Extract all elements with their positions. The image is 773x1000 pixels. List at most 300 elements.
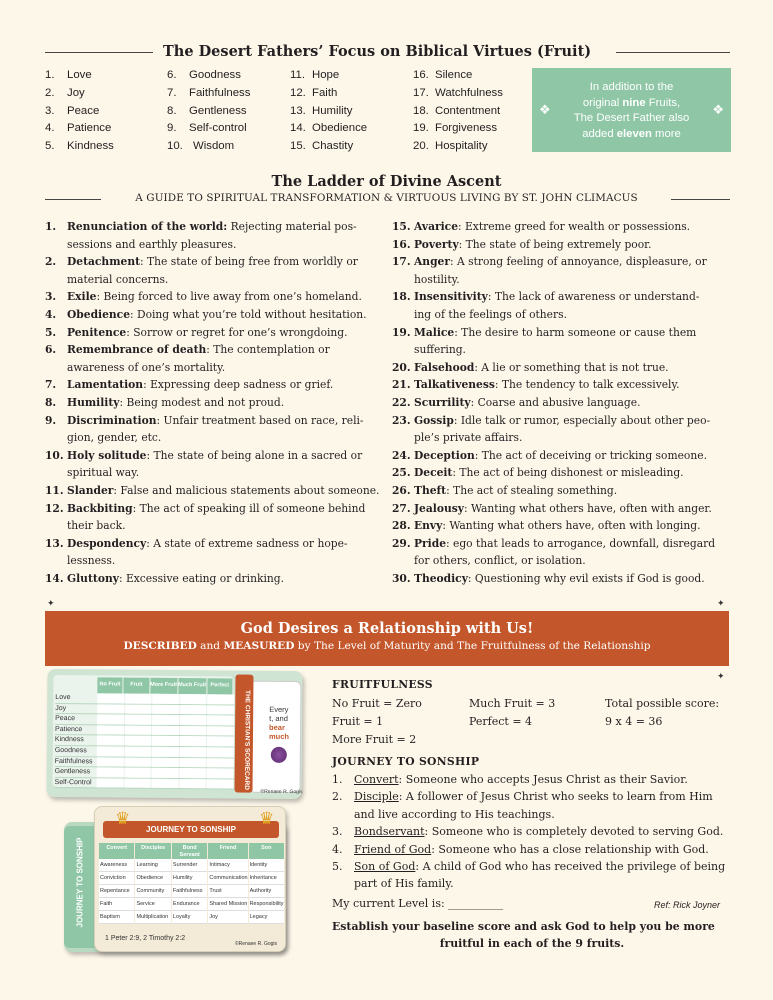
ornament-icon: ✦ [717,598,725,608]
ladder-item [392,517,732,535]
total-score-label: Total possible score: [605,697,720,710]
scorecard-cell [179,758,206,768]
ladder-item-text: lessness. [67,554,116,568]
scorecard-row [55,778,235,790]
crown-icon: ♛ [259,809,275,829]
scorecard-cell [207,715,234,725]
ladder-item-text: : ego that leads to arrogance, downfall, disregard [446,536,716,550]
ornament-icon: ✦ [47,598,55,608]
scorecard-header: Perfect [207,678,232,694]
sonship-image-column [208,843,247,924]
sonship-item-number: 2. [332,790,343,804]
sonship-image-cell: Faithfulness [172,885,207,898]
ladder-item-text: : Unfair treatment based on race, reli- [156,413,364,427]
fruit-section-title: The Desert Fathers’ Focus on Biblical Virtues (Fruit) [163,43,592,60]
ladder-item-text: : The act of speaking ill of someone behind [132,501,366,515]
scorecard-cell [180,726,207,736]
ladder-item-term: Remembrance of death [67,343,207,357]
ladder-item-term: Holy solitude [67,448,147,462]
ladder-item-text: : The contemplation or [206,343,330,357]
scorecard-cell [125,725,152,735]
ladder-item-term: Avarice [414,220,458,233]
sonship-columns [99,843,285,924]
sonship-image-cell: Obedience [135,872,170,885]
ladder-item-text: : Coarse and abusive language. [470,395,641,409]
perfect-score: Perfect = 4 [469,715,533,728]
scorecard-cell [180,747,207,757]
ornament-icon: ✦ [717,671,725,681]
fruit-item: 9. Self-control [167,122,247,135]
closing-line-1: Establish your baseline score and ask God to help you be more [332,920,715,933]
ladder-item-number: 19. [392,325,411,339]
sonship-image-cell: Legacy [249,911,284,924]
ladder-item-text: awareness of one’s mortality. [67,360,226,374]
scorecard-credit: ©Renaee R. Gogis [260,788,303,796]
fruit-score: Fruit = 1 [332,715,384,728]
ladder-item-number: 16. [392,237,411,251]
ladder-item [392,359,732,377]
ladder-item-term: Deception [414,448,475,462]
ladder-item [45,288,390,306]
fruit-item: 15. Chastity [290,140,354,153]
ladder-item-term: Renunciation of the world: [67,220,228,233]
sonship-image-column-head: Bond Servant [172,843,207,859]
sonship-image-cell: Repentance [99,885,134,898]
scorecard-row-label: Patience [55,725,83,733]
fruit-item: 14. Obedience [290,122,368,135]
ladder-item [45,394,390,412]
ladder-item-number: 2. [45,255,57,269]
scorecard-cell [180,694,207,704]
ladder-item-number: 6. [45,343,57,357]
relationship-banner [45,611,729,666]
ladder-item-text: suffering. [414,343,466,357]
ladder-item [392,535,732,570]
scorecard-image: Every t, and bear much THE CHRISTIAN'S SCORECARD No Fruit Fruit More Fruit Much Fruit Perfect Love Joy Peace Patience Kindness Goodness Faithfulness Gentleness Self-Control ©Renaee R. Gogis [46,669,302,799]
ladder-item-number: 14. [45,571,64,585]
sonship-image-column [99,843,134,924]
ladder-item-text: their back. [67,519,126,533]
fruit-item: 2. Joy [45,86,85,99]
sonship-image-cell: Endurance [172,898,207,911]
scorecard-cell [124,778,151,788]
scorecard-cell [152,768,179,778]
scorecard-header: No Fruit [97,677,122,693]
ladder-item-number: 7. [45,378,57,392]
ladder-item-number: 23. [392,413,411,427]
fruit-item: 4. Patience [45,122,112,135]
ladder-item [392,253,732,288]
ladder-item-text: spiritual way. [67,466,140,480]
scorecard-cell [152,736,179,746]
scorecard-side-title: THE CHRISTIAN'S SCORECARD [243,690,251,790]
sonship-image-cell: Learning [135,859,170,872]
scorecard-cell [208,694,235,704]
scorecard-cell [97,757,124,767]
scorecard-cell [97,715,124,725]
ladder-item-text: : The desire to harm someone or cause them [454,325,697,339]
sonship-image-column-head: Friend [208,843,247,859]
ladder-item-number: 21. [392,378,411,392]
ladder-item-number: 17. [392,255,411,269]
sonship-image-cell: Baptism [99,911,134,924]
scorecard-cell [124,757,151,767]
ladder-item-text: : The tendency to talk excessively. [494,378,680,392]
scorecard-cell [152,704,179,714]
ladder-item [45,306,390,324]
sonship-item-text: : A follower of Jesus Christ who seeks to learn from Him [398,790,713,804]
crown-icon: ♛ [115,809,131,829]
ladder-item-text: : A strong feeling of annoyance, displeasure, or [449,255,707,269]
ladder-item [45,500,390,535]
ladder-item [392,570,732,588]
ladder-item-text: hostility. [414,272,460,286]
ladder-item-number: 10. [45,448,64,462]
scorecard-cell [97,736,124,746]
scorecard-row-label: Goodness [54,746,87,755]
fruit-item: 16. Silence [413,69,473,81]
scorecard-cell [125,704,152,714]
scorecard-row-label: Love [55,693,71,702]
ladder-item-number: 8. [45,395,57,409]
scorecard-cell [207,726,234,736]
scorecard-cell [124,736,151,746]
sonship-image-cell: Surrender [172,859,207,872]
sonship-item-term: Convert [354,773,399,786]
scorecard-cell [124,747,151,757]
fruit-item: 11. Hope [290,69,340,81]
sonship-image-cell: Faith [99,898,134,911]
scorecard-cell [208,705,235,715]
ladder-item-text: : The act of deceiving or tricking someone. [474,448,707,462]
fruitfulness-heading: FRUITFULNESS [332,678,433,691]
sonship-item [332,858,732,893]
fruit-item: 3. Peace [45,104,100,117]
ladder-item-term: Deceit [414,466,453,480]
ladder-item [392,464,732,482]
scorecard-cell [207,768,234,778]
sonship-item [332,823,732,840]
ladder-item-text: : False and malicious statements about someone. [113,483,380,497]
ladder-item [392,412,732,447]
ladder-right-column [392,218,732,587]
sonship-image-cell: Intimacy [208,859,247,872]
scorecard-row-label: Faithfulness [54,757,93,765]
fruit-item: 12. Faith [290,86,338,99]
ladder-item-number: 18. [392,290,411,304]
ladder-item [45,376,390,394]
banner-subtitle: DESCRIBED and MEASURED by The Level of Maturity and The Fruitfulness of the Relationship [123,640,651,652]
fruit-item: 1. Love [45,69,92,81]
ladder-item-term: Backbiting [67,501,133,515]
sonship-image-column-head: Disciples [135,843,170,859]
ladder-item-term: Pride [414,536,446,550]
ladder-item-text: : Being forced to live away from one’s homeland. [96,290,362,304]
ladder-item-term: Jealousy [414,501,464,515]
sonship-image-cell: Trust [208,885,247,898]
scorecard-header: More Fruit [150,678,177,694]
sonship-image-cell: Humility [172,872,207,885]
ladder-item [392,500,732,518]
scorecard-cell [97,746,124,756]
scorecard-cell [179,768,206,778]
ladder-item-term: Despondency [67,536,147,550]
ladder-item [45,324,390,342]
sonship-image-cell: Responsibility [249,898,284,911]
scorecard-cell [180,705,207,715]
ladder-item [45,535,390,570]
scorecard-cell [97,767,124,777]
more-fruit-score: More Fruit = 2 [332,733,417,746]
sonship-image-cell: Inheritance [249,872,284,885]
fruit-item: 7. Faithfulness [167,86,251,99]
sonship-item-text: : Someone who is completely devoted to serving God. [424,825,724,839]
ladder-item-text: : The state of being free from worldly or [140,255,358,269]
sonship-side-title: JOURNEY TO SONSHIP [75,837,85,928]
ladder-item-number: 1. [45,220,57,233]
ladder-item-term: Falsehood [414,360,475,374]
sonship-list [332,771,732,893]
sonship-image-cell: Loyalty [172,911,207,924]
sonship-image-column [172,843,207,924]
sonship-image-cell: Service [135,898,170,911]
fruit-item: 17. Watchfulness [413,86,503,99]
scorecard-cell [152,694,179,704]
scorecard-cell [97,693,124,703]
fruit-item: 6. Goodness [167,69,241,81]
ladder-item [45,482,390,500]
ladder-item [45,341,390,376]
sonship-item-text: : A child of God who has received the privilege of being [415,860,726,874]
sonship-image-cell: Awareness [99,859,134,872]
sonship-item-term: Friend of God [354,842,432,856]
ladder-item-number: 30. [392,571,411,585]
total-score-value: 9 x 4 = 36 [605,715,663,728]
ladder-item-term: Gluttony [67,571,119,585]
ladder-item-number: 13. [45,536,64,550]
scorecard-row-label: Self-Control [54,778,92,787]
sonship-heading: JOURNEY TO SONSHIP [332,755,480,768]
ladder-item-term: Penitence [67,325,127,339]
no-fruit-score: No Fruit = Zero [332,697,422,710]
ladder-item-number: 20. [392,360,411,374]
ladder-item-number: 9. [45,413,57,427]
ladder-item-term: Malice [414,325,455,339]
fruit-column-4 [413,67,503,156]
ladder-item-text: : Doing what you’re told without hesitation. [130,307,367,321]
ladder-item-number: 25. [392,466,411,480]
ladder-item [392,394,732,412]
sonship-item-text: part of His family. [354,877,454,891]
scorecard-cell [207,758,234,768]
ladder-item-number: 3. [45,290,57,304]
fruit-item: 8. Gentleness [167,104,247,117]
ladder-item-number: 28. [392,519,411,533]
ladder-item [45,218,390,253]
ladder-item-text: for others, conflict, or isolation. [414,554,586,568]
ladder-item-text: gion, gender, etc. [67,431,162,445]
scorecard-cell [97,725,124,735]
ladder-item-term: Poverty [414,237,459,251]
current-level: My current Level is: __________ [332,897,504,910]
sonship-item-number: 1. [332,773,343,786]
eleven-more-callout: ❖ ❖ In addition to the original nine Fruits, The Desert Father also added eleven more [532,68,731,152]
ladder-item-text: sessions and earthly pleasures. [67,237,237,251]
ladder-item [392,447,732,465]
ladder-item-term: Envy [414,519,443,533]
scorecard-headers [97,677,233,694]
sonship-image-cell: Communication [208,872,247,885]
ladder-item [45,447,390,482]
ladder-item-text: : Extreme greed for wealth or possessions. [458,220,691,233]
scorecard-cell [152,726,179,736]
scorecard-cell [97,704,124,714]
ladder-item-text: : A lie or something that is not true. [474,360,669,374]
ladder-item-text: : The lack of awareness or understand- [487,290,700,304]
fruit-item: 10. Wisdom [167,140,235,153]
ladder-item-term: Discrimination [67,413,157,427]
ladder-item-text: : A state of extreme sadness or hope- [146,536,348,550]
scorecard-cell [207,747,234,757]
sonship-image-column [135,843,170,924]
sonship-item [332,771,732,788]
ladder-item-term: Theodicy [414,571,468,585]
scorecard-cell [152,747,179,757]
sonship-item-number: 3. [332,825,343,839]
sonship-item-number: 5. [332,860,343,874]
ladder-item-text: : Being modest and not proud. [119,395,285,409]
sonship-item-term: Son of God [354,860,416,874]
title-rule-left [45,52,153,53]
ladder-item-text: : Idle talk or rumor, especially about other peo- [453,413,711,427]
ladder-item-number: 12. [45,501,64,515]
ladder-item [392,482,732,500]
ladder-item-number: 29. [392,536,411,550]
ladder-item-text: : Excessive eating or drinking. [118,571,284,585]
scorecard-cell [125,715,152,725]
ladder-item-number: 15. [392,220,411,233]
fruit-column-2 [167,67,250,156]
ladder-item [392,324,732,359]
ladder-item-text: : Sorrow or regret for one’s wrongdoing. [126,325,348,339]
scorecard-cell [179,779,206,789]
fruit-column-3 [290,67,367,156]
sonship-item-term: Bondservant [354,825,425,839]
sonship-image-column-head: Convert [99,843,134,859]
sonship-item-term: Disciple [354,790,399,804]
sonship-card-title: JOURNEY TO SONSHIP [146,825,236,834]
ladder-item [392,376,732,394]
ladder-item-text: : The state of being alone in a sacred or [146,448,363,462]
ladder-item-number: 22. [392,395,411,409]
scorecard-cell [152,779,179,789]
sonship-item-number: 4. [332,842,343,856]
scorecard-header: Fruit [124,678,149,694]
sonship-image-column-head: Son [249,843,284,859]
ladder-item [392,218,732,236]
sonship-image-cell: Conviction [99,872,134,885]
subtitle-rule-right [671,199,730,200]
ladder-item-text: : The act of stealing something. [446,483,618,497]
fruit-column-1 [45,67,114,156]
ladder-item [392,288,732,323]
ladder-item [45,412,390,447]
ladder-item-term: Gossip [414,413,454,427]
sonship-item [332,788,732,823]
ladder-item-text: : Wanting what others have, often with anger. [463,501,712,515]
closing-line-2: fruitful in each of the 9 fruits. [439,937,625,950]
scorecard-cell [180,736,207,746]
scorecard-cell [180,715,207,725]
scorecard-cell [207,737,234,747]
banner-title: God Desires a Relationship with Us! [240,620,534,637]
sonship-item-text: : Someone who has a close relationship with God. [431,842,709,856]
sonship-image-cell: Shared Mission [208,898,247,911]
scorecard-cell [97,778,124,788]
sonship-image-cell: Authority [249,885,284,898]
ladder-item-term: Lamentation [67,378,144,392]
sonship-verse: 1 Peter 2:9, 2 Timothy 2:2 [105,935,186,942]
ladder-item-term: Humility [67,395,120,409]
ladder-item-text: : Wanting what others have, often with longing. [442,519,701,533]
grape-icon [271,747,287,763]
fruit-item: 19. Forgiveness [413,122,498,135]
fruit-item: 18. Contentment [413,104,501,117]
scorecard-cell [152,757,179,767]
ornament-icon: ❖ [712,102,724,117]
sonship-image-cell: Joy [208,911,247,924]
ladder-item [45,253,390,288]
ladder-item [392,236,732,254]
ladder-item-term: Anger [414,255,450,269]
ladder-item-number: 26. [392,483,411,497]
ladder-item-term: Exile [67,290,97,304]
scorecard-cell [207,779,234,789]
ladder-item-text: : Questioning why evil exists if God is good. [467,571,705,585]
ornament-icon: ❖ [539,102,551,117]
ladder-item-text: : The state of being extremely poor. [458,237,652,251]
ladder-title: The Ladder of Divine Ascent [271,173,502,190]
sonship-image-cell: Multiplication [135,911,170,924]
ladder-item-term: Theft [414,483,447,497]
ladder-item-term: Detachment [67,255,141,269]
ladder-item-number: 24. [392,448,411,462]
title-rule-right [616,52,730,53]
ladder-item-text: material concerns. [67,272,169,286]
ladder-item-term: Insensitivity [414,290,488,304]
sonship-image-cell: Community [135,885,170,898]
much-fruit-score: Much Fruit = 3 [469,697,556,710]
ladder-left-column [45,218,390,587]
scorecard-rows [55,693,236,790]
sonship-image-column [249,843,284,924]
ladder-item-text: ing of the feelings of others. [414,307,567,321]
scorecard-cell [124,768,151,778]
sonship-credit: ©Renaee R. Gogis [235,941,278,947]
scorecard-cell [125,694,152,704]
sonship-item-text: and live according to His teachings. [354,807,555,821]
ladder-item-number: 4. [45,307,57,321]
ladder-item-text: Rejecting material pos- [227,220,357,233]
ladder-item-text: : Expressing deep sadness or grief. [143,378,334,392]
sonship-item-text: : Someone who accepts Jesus Christ as their Savior. [398,773,688,786]
ladder-item-number: 27. [392,501,411,515]
sonship-front-card [94,806,286,952]
ladder-item [45,570,390,588]
ladder-item-term: Talkativeness [414,378,495,392]
scorecard-row-label: Peace [55,715,76,723]
ladder-item-number: 11. [45,483,64,497]
